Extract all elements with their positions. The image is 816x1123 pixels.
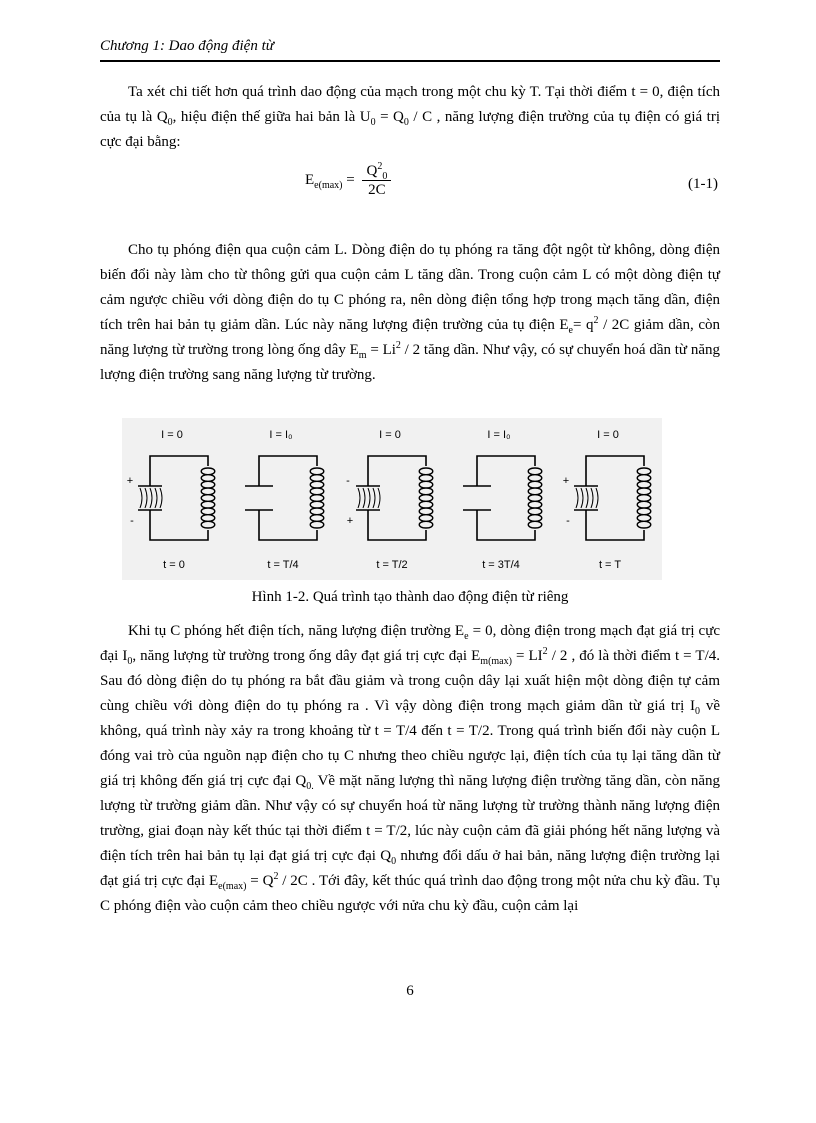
wire [150, 510, 208, 540]
header-rule [100, 60, 720, 62]
charge-sign-top: + [562, 475, 570, 487]
current-label: I = I₀ [487, 429, 511, 441]
inductor-coil [419, 468, 433, 528]
current-label: I = 0 [379, 429, 401, 441]
field-line [596, 488, 598, 508]
wire [259, 510, 317, 540]
page-number: 6 [406, 983, 414, 999]
time-label: t = T/2 [376, 559, 408, 571]
wire [368, 456, 426, 486]
wire [586, 456, 644, 486]
time-label: t = T/4 [267, 559, 299, 571]
wire [477, 456, 535, 486]
charge-sign-bottom: - [130, 515, 134, 527]
paragraph-intro: Ta xét chi tiết hơn quá trình dao động của mạch trong một chu kỳ T. Tại thời điểm t = 0, điện tích của tụ là $Q_0$, hiệu điện thế giữa hai bản là $U_0 = Q_0 / C$ , năng lượng điện trường của tụ điện có giá trị cực đại bằng: [100, 84, 720, 150]
field-line [160, 488, 162, 508]
wire [586, 510, 644, 540]
current-label: I = 0 [597, 429, 619, 441]
field-line [576, 488, 578, 508]
field-line [155, 488, 157, 508]
field-line [591, 488, 593, 508]
charge-sign-top: - [346, 475, 350, 487]
paragraph-energy-transfer: Khi tụ C phóng hết điện tích, năng lượng điện trường $E_e = 0$, dòng điện trong mạch đạt giá trị cực đại $I_0$, năng lượng từ trường trong ống dây đạt giá trị cực đại $E_{m(max)} = LI^2 / 2$ , đó là thời điểm t = T/4. Sau đó dòng điện do tụ phóng ra bắt đầu giảm và trong cuộn dây lại xuất hiện một dòng điện tự cảm cùng chiều với dòng điện do tụ phóng ra . Vì vậy dòng điện trong mạch giảm dần từ giá trị $I_0$ về không, quá trình này xảy ra trong khoảng từ t = T/4 đến t = T/2. Trong quá trình biến đổi này cuộn L đóng vai trò của nguồn nạp điện cho tụ C nhưng theo chiều ngược lại, điện tích của tụ lại tăng dần từ giá trị không đến giá trị cực đại $Q_{0.}$ Về mặt năng lượng thì năng lượng điện trường tăng dần, còn năng lượng từ trường giảm dần. Như vậy có sự chuyển hoá từ năng lượng từ trường thành năng lượng điện trường, giai đoạn này kết thúc tại thời điểm t = T/2, lúc này cuộn cảm đã giải phóng hết năng lượng và điện tích trên hai bản tụ lại đạt giá trị cực đại $Q_0$ nhưng đổi dấu ở hai bản, năng lượng điện trường lại đạt giá trị cực đại $E_{e(max)} = Q^2 / 2C$ . Tới đây, kết thúc quá trình dao động trong một nửa chu kỳ đầu. Tụ C phóng điện vào cuộn cảm theo chiều ngược với nửa chu kỳ đầu, cuộn cảm lại [100, 623, 721, 914]
figure-lc-oscillation [122, 418, 662, 580]
field-line [150, 488, 152, 508]
charge-sign-bottom: - [566, 515, 570, 527]
current-label: I = 0 [161, 429, 183, 441]
field-line [358, 488, 360, 508]
field-line [586, 488, 588, 508]
figure-caption: Hình 1-2. Quá trình tạo thành dao động điện từ riêng [251, 589, 569, 605]
field-line [373, 488, 375, 508]
wire [368, 510, 426, 540]
equation-1-1: $E_{e(max)}$ = $\frac{Q^2_0}{2C}$ (1-1) [305, 161, 718, 198]
field-line [140, 488, 142, 508]
field-line [378, 488, 380, 508]
field-line [581, 488, 583, 508]
paragraph-discharge: Cho tụ phóng điện qua cuộn cảm L. Dòng điện do tụ phóng ra tăng đột ngột từ không, dòng điện biến đổi này làm cho từ thông gửi qua cuộn cảm L tăng dần. Trong cuộn cảm L có một dòng điện tự cảm ngược chiều với dòng điện do tụ C phóng ra, nên dòng điện tổng hợp trong mạch tăng dần, điện tích trên hai bản tụ giảm dần. Lúc này năng lượng điện trường của tụ điện $E_e= q^2 / 2C$ giảm dần, còn năng lượng từ trường trong lòng ống dây $E_m = Li^2 / 2$ tăng dần. Như vậy, có sự chuyển hoá dần từ năng lượng điện trường sang năng lượng từ trường. [100, 242, 720, 383]
charge-sign-bottom: + [346, 515, 354, 527]
field-line [363, 488, 365, 508]
page-header: Chương 1: Dao động điện từ [100, 38, 274, 54]
field-line [368, 488, 370, 508]
inductor-coil [310, 468, 324, 528]
inductor-coil [637, 468, 651, 528]
inductor-coil [528, 468, 542, 528]
wire [477, 510, 535, 540]
charge-sign-top: + [126, 475, 134, 487]
time-label: t = T [598, 559, 622, 571]
lc-circuit-diagram [122, 418, 662, 580]
current-label: I = I₀ [269, 429, 293, 441]
equation-number: (1-1) [688, 176, 718, 192]
field-line [145, 488, 147, 508]
time-label: t = 3T/4 [482, 559, 520, 571]
inductor-coil [201, 468, 215, 528]
time-label: t = 0 [163, 559, 185, 571]
wire [259, 456, 317, 486]
wire [150, 456, 208, 486]
